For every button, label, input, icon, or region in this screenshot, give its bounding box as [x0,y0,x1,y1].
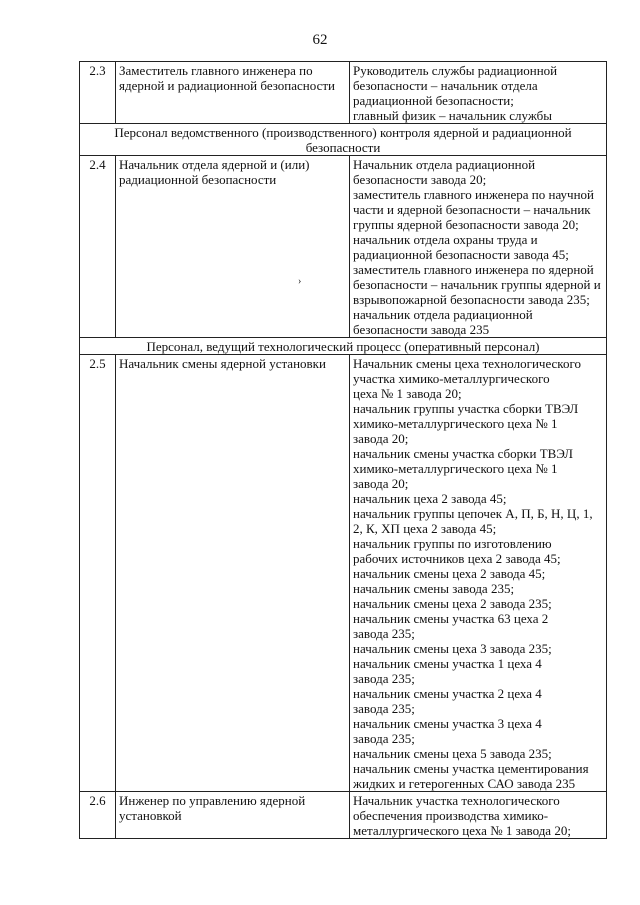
equivalent-position-line: начальник отдела охраны труда и [353,232,538,247]
section-heading-line: безопасности [305,140,381,155]
equivalent-position-line: безопасности – начальник группы ядерной и [353,277,601,292]
position-line: Начальник отдела ядерной и (или) [119,157,310,172]
table-row [80,355,607,792]
table-row [80,156,607,338]
section-heading [80,338,607,355]
equivalent-positions-cell [350,156,607,338]
equivalent-positions-cell [350,355,607,792]
equivalent-position-line: Руководитель службы радиационной [353,63,558,78]
equivalent-position-line: главный физик – начальник службы [353,108,553,123]
equivalent-position-line: металлургического цеха № 1 завода 20; [353,823,571,838]
row-number: 2.3 [80,62,116,124]
equivalent-positions-cell [350,62,607,124]
equivalent-position-line: жидких и гетерогенных САО завода 235 [353,776,576,791]
equivalent-position-line: рабочих источников цеха 2 завода 45; [353,551,561,566]
row-number: 2.4 [80,156,116,338]
equivalent-position-line: безопасности завода 20; [353,172,487,187]
equivalent-position-line: завода 235; [353,626,415,641]
position-line: Начальник смены ядерной установки [119,356,326,371]
equivalent-position-line: цеха № 1 завода 20; [353,386,462,401]
equivalent-position-line: начальник смены участка 63 цеха 2 [353,611,549,626]
equivalent-position-line: взрывопожарной безопасности завода 235; [353,292,590,307]
equivalent-position-line: начальник смены участка сборки ТВЭЛ [353,446,573,461]
equivalent-position-line: начальник смены цеха 2 завода 45; [353,566,546,581]
equivalent-position-line: начальник смены завода 235; [353,581,515,596]
equivalent-position-line: начальник отдела радиационной [353,307,533,322]
equivalent-position-line: завода 235; [353,701,415,716]
equivalent-position-line: начальник смены цеха 3 завода 235; [353,641,552,656]
equivalent-position-line: начальник смены цеха 5 завода 235; [353,746,552,761]
table-body [80,62,607,839]
position-cell [116,792,350,839]
section-heading-row [80,124,607,156]
equivalent-position-line: химико-металлургического цеха № 1 [353,461,558,476]
equivalent-position-line: радиационной безопасности; [353,93,514,108]
page-number: 62 [312,32,328,48]
equivalent-position-line: безопасности – начальник отдела [353,78,538,93]
section-heading-line: Персонал, ведущий технологический процесс (оперативный персонал) [146,339,540,354]
equivalent-position-line: Начальник участка технологического [353,793,560,808]
equivalent-position-line: начальник группы участка сборки ТВЭЛ [353,401,579,416]
position-line: установкой [119,808,182,823]
equivalent-position-line: начальник смены участка цементирования [353,761,589,776]
equivalent-position-line: завода 235; [353,671,415,686]
scan-speck-mark: › [298,276,302,287]
equivalent-position-line: начальник смены участка 3 цеха 4 [353,716,542,731]
equivalent-position-line: части и ядерной безопасности – начальник [353,202,591,217]
equivalent-position-line: начальник смены участка 1 цеха 4 [353,656,542,671]
equivalent-position-line: начальник цеха 2 завода 45; [353,491,507,506]
position-line: радиационной безопасности [119,172,277,187]
equivalent-position-line: химико-металлургического цеха № 1 [353,416,558,431]
equivalent-position-line: начальник смены участка 2 цеха 4 [353,686,542,701]
equivalent-position-line: 2, К, ХП цеха 2 завода 45; [353,521,497,536]
equivalent-positions-cell [350,792,607,839]
table-row [80,792,607,839]
equivalent-position-line: Начальник отдела радиационной [353,157,536,172]
equivalent-position-line: обеспечения производства химико- [353,808,549,823]
positions-table [79,61,607,839]
equivalent-position-line: завода 20; [353,431,409,446]
equivalent-position-line: участка химико-металлургического [353,371,550,386]
equivalent-position-line: начальник группы по изготовлению [353,536,552,551]
position-line: ядерной и радиационной безопасности [119,78,335,93]
section-heading-row [80,338,607,355]
equivalent-position-line: радиационной безопасности завода 45; [353,247,569,262]
position-line: Инженер по управлению ядерной [119,793,306,808]
equivalent-position-line: группы ядерной безопасности завода 20; [353,217,579,232]
equivalent-position-line: заместитель главного инженера по научной [353,187,595,202]
position-cell [116,156,350,338]
table-row [80,62,607,124]
row-number: 2.6 [80,792,116,839]
position-line: Заместитель главного инженера по [119,63,313,78]
equivalent-position-line: Начальник смены цеха технологического [353,356,581,371]
position-cell [116,62,350,124]
equivalent-position-line: заместитель главного инженера по ядерной [353,262,594,277]
equivalent-position-line: безопасности завода 235 [353,322,490,337]
row-number: 2.5 [80,355,116,792]
equivalent-position-line: завода 235; [353,731,415,746]
section-heading-line: Персонал ведомственного (производственного) контроля ядерной и радиационной [114,125,572,140]
equivalent-position-line: начальник смены цеха 2 завода 235; [353,596,552,611]
equivalent-position-line: начальник группы цепочек А, П, Б, Н, Ц, 1, [353,506,593,521]
position-cell [116,355,350,792]
equivalent-position-line: завода 20; [353,476,409,491]
section-heading [80,124,607,156]
